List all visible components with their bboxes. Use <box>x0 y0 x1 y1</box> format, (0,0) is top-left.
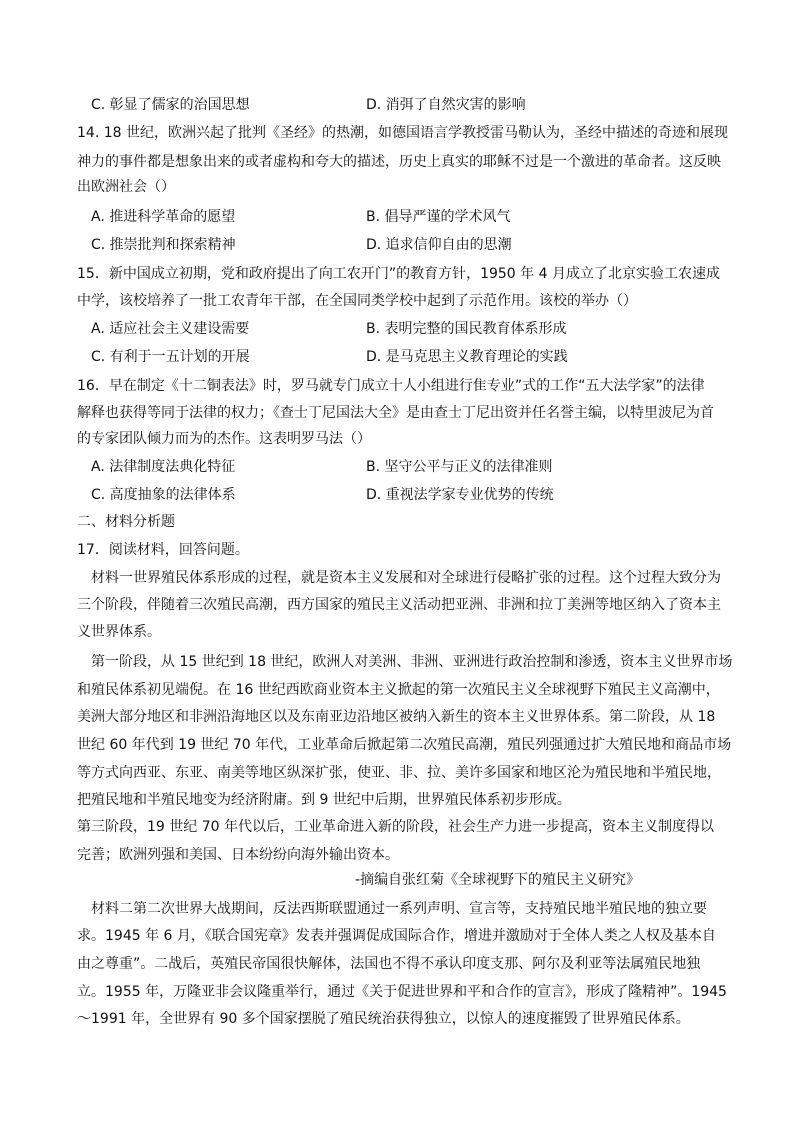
q17-material2-line2: 求。1945 年 6 月，《联合国宪章》发表并强调促成国际合作，增进并激励对于全体人类之人权及基本自 <box>77 928 716 944</box>
q15-stem-line1: 15．新中国成立初期，党和政府提出了向工农开门”的教育方针，1950 年 4 月成立了北京实验工农速成 <box>77 266 720 282</box>
q15-stem-line2: 中学，该校培养了一批工农青年干部，在全国同类学校中起到了示范作用。该校的举办（） <box>77 293 637 309</box>
q15-option-a: A. 适应社会主义建设需要 <box>91 321 250 337</box>
q13-option-c: C. 彰显了儒家的治国思想 <box>91 97 250 113</box>
q14-stem-line3: 出欧洲社会（） <box>77 179 175 195</box>
q15-option-c: C. 有利于一五计划的开展 <box>91 349 250 365</box>
q14-option-c: C. 推崇批判和探索精神 <box>91 237 236 253</box>
q17-material2-line3: 由之尊重”。二战后，英殖民帝国很快解体，法国也不得不承认印度支那、阿尔及利亚等法属殖民地独 <box>77 956 701 972</box>
q14-option-d: D. 追求信仰自由的思潮 <box>366 237 512 253</box>
q17-material1-line3: 义世界体系。 <box>77 624 161 640</box>
q17-material1-line2: 三个阶段，伴随着三次殖民高潮，西方国家的殖民主义活动把亚洲、非洲和拉丁美洲等地区纳入了资本主 <box>77 597 721 613</box>
q16-stem-line2: 解释也获得等同于法律的权力；《查士丁尼国法大全》是由查士丁尼出资并任名誉主编，以特里波尼为首 <box>77 405 714 421</box>
q17-material1-line1: 材料一世界殖民体系形成的过程，就是资本主义发展和对全球进行侵略扩张的过程。这个过程大致分为 <box>91 570 721 586</box>
q16-option-a: A. 法律制度法典化特征 <box>91 459 236 475</box>
q16-option-b: B. 坚守公平与正义的法律准则 <box>366 459 553 475</box>
q17-material2-line4: 立。1955 年，万隆亚非会议隆重举行，通过《关于促进世界和平和合作的宣言》，形成了隆精神”。1945 <box>77 984 727 1000</box>
q14-option-a: A. 推进科学革命的愿望 <box>91 209 236 225</box>
q17-intro: 17．阅读材料，回答问题。 <box>77 542 249 558</box>
q17-stage-paragraph-line2: 和殖民体系初见端倪。在 16 世纪西欧商业资本主义掀起的第一次殖民主义全球视野下殖民主义高潮中， <box>77 682 720 698</box>
q17-third-stage-line2: 完善；欧洲列强和美国、日本纷纷向海外输出资本。 <box>77 847 399 863</box>
q17-third-stage-line1: 第三阶段，19 世纪 70 年代以后，工业革命进入新的阶段，社会生产力进一步提高，资本主义制度得以 <box>77 819 714 835</box>
q17-material2-line1: 材料二第二次世界大战期间，反法西斯联盟通过一系列声明、宣言等，支持殖民地半殖民地的独立要 <box>91 901 707 917</box>
q15-option-d: D. 是马克思主义教育理论的实践 <box>366 349 568 365</box>
q17-stage-paragraph-line3: 美洲大部分地区和非洲沿海地区以及东南亚边沿地区被纳入新生的资本主义世界体系。第二阶段，从 18 <box>77 709 716 725</box>
q17-source-citation: -摘编自张红菊《全球视野下的殖民主义研究》 <box>355 872 641 888</box>
section-heading: 二、材料分析题 <box>77 514 175 530</box>
q14-stem-line1: 14. 18 世纪，欧洲兴起了批判《圣经》的热潮，如德国语言学教授雷马勒认为，圣经中描述的奇迹和展现 <box>77 125 728 141</box>
q17-stage-paragraph-line4: 世纪 60 年代到 19 世纪 70 年代，工业革命后掀起第二次殖民高潮，殖民列强通过扩大殖民地和商品市场 <box>77 737 732 753</box>
q13-option-d: D. 消弭了自然灾害的影响 <box>366 97 526 113</box>
q14-stem-line2: 神力的事件都是想象出来的或者虚构和夸大的描述，历史上真实的耶稣不过是一个激进的革命者。这反映 <box>77 154 721 170</box>
q17-stage-paragraph-line5: 等方式向西亚、东亚、南美等地区纵深扩张，使亚、非、拉、美许多国家和地区沦为殖民地和半殖民地， <box>77 765 721 781</box>
q14-option-b: B. 倡导严谨的学术风气 <box>366 209 511 225</box>
q16-stem-line1: 16．早在制定《十二铜表法》时，罗马就专门成立十人小组进行隹专业”式的工作“五大法学家”的法律 <box>77 378 705 394</box>
q16-option-c: C. 高度抽象的法律体系 <box>91 487 236 503</box>
q17-stage-paragraph-line1: 第一阶段，从 15 世纪到 18 世纪，欧洲人对美洲、非洲、亚洲进行政治控制和渗透，资本主义世界市场 <box>91 654 733 670</box>
q16-option-d: D. 重视法学家专业优势的传统 <box>366 487 554 503</box>
q16-stem-line3: 的专家团队倾力而为的杰作。这表明罗马法（） <box>77 431 371 447</box>
q17-material2-line5: ～1991 年，全世界有 90 多个国家摆脱了殖民统治获得独立，以惊人的速度摧毁了世界殖民体系。 <box>77 1011 690 1027</box>
q17-stage-paragraph-line6: 把殖民地和半殖民地变为经济附庸。到 9 世纪中后期，世界殖民体系初步形成。 <box>77 792 571 808</box>
q15-option-b: B. 表明完整的国民教育体系形成 <box>366 321 567 337</box>
